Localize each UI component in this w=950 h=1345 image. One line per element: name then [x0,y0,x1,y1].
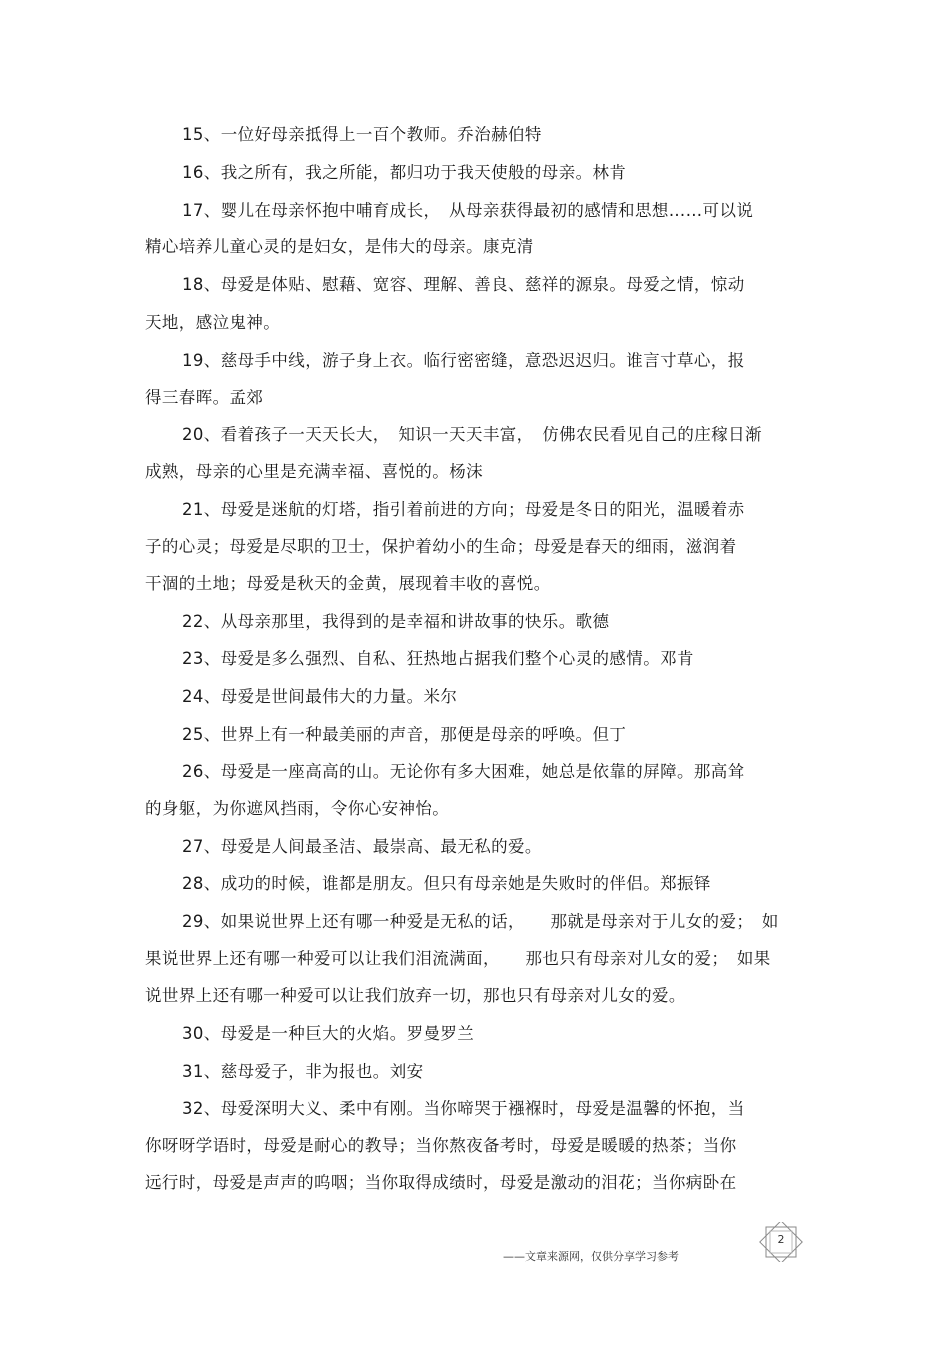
paragraph-line: 24、母爱是世间最伟大的力量。米尔 [182,687,458,706]
paragraph-line: 29、如果说世界上还有哪一种爱是无私的话， 那就是母亲对于儿女的爱； 如 [182,912,779,931]
paragraph-line: 22、从母亲那里，我得到的是幸福和讲故事的快乐。歌德 [182,612,610,631]
paragraph-line: 27、母爱是人间最圣洁、最崇高、最无私的爱。 [182,837,542,856]
footer-note: ——文章来源网，仅供分享学习参考 [503,1250,679,1263]
paragraph-line: 19、慈母手中线，游子身上衣。临行密密缝，意恐迟迟归。谁言寸草心，报 [182,351,745,370]
paragraph-line: 26、母爱是一座高高的山。无论你有多大困难，她总是依靠的屏障。那高耸 [182,762,745,781]
paragraph-line: 32、母爱深明大义、柔中有刚。当你啼哭于襁褓时，母爱是温馨的怀抱，当 [182,1099,745,1118]
paragraph-line: 25、世界上有一种最美丽的声音，那便是母亲的呼唤。但丁 [182,725,627,744]
paragraph-line: 果说世界上还有哪一种爱可以让我们泪流满面， 那也只有母亲对儿女的爱； 如果 [145,949,771,968]
page-number: 2 [777,1233,785,1246]
paragraph-line: 远行时，母爱是声声的呜咽；当你取得成绩时，母爱是激动的泪花；当你病卧在 [145,1173,737,1192]
paragraph-line: 精心培养儿童心灵的是妇女，是伟大的母亲。康克清 [145,237,534,256]
paragraph-line: 说世界上还有哪一种爱可以让我们放弃一切，那也只有母亲对儿女的爱。 [145,986,686,1005]
paragraph-line: 得三春晖。孟郊 [145,388,264,407]
paragraph-line: 天地，感泣鬼神。 [145,313,281,332]
paragraph-line: 子的心灵；母爱是尽职的卫士，保护着幼小的生命；母爱是春天的细雨，滋润着 [145,537,737,556]
paragraph-line: 28、成功的时候，谁都是朋友。但只有母亲她是失败时的伴侣。郑振铎 [182,874,711,893]
paragraph-line: 的身躯，为你遮风挡雨，令你心安神怡。 [145,799,450,818]
paragraph-line: 20、看着孩子一天天长大， 知识一天天丰富， 仿佛农民看见自己的庄稼日渐 [182,425,762,444]
paragraph-line: 17、婴儿在母亲怀抱中哺育成长， 从母亲获得最初的感情和思想……可以说 [182,201,754,220]
paragraph-line: 你呀呀学语时，母爱是耐心的教导；当你熬夜备考时，母爱是暖暖的热茶；当你 [145,1136,737,1155]
paragraph-line: 23、母爱是多么强烈、自私、狂热地占据我们整个心灵的感情。邓肯 [182,649,694,668]
paragraph-line: 15、一位好母亲抵得上一百个教师。乔治赫伯特 [182,125,542,144]
paragraph-line: 30、母爱是一种巨大的火焰。罗曼罗兰 [182,1024,475,1043]
paragraph-line: 成熟，母亲的心里是充满幸福、喜悦的。杨沫 [145,462,483,481]
paragraph-line: 干涸的土地；母爱是秋天的金黄，展现着丰收的喜悦。 [145,574,551,593]
paragraph-line: 31、慈母爱子，非为报也。刘安 [182,1062,424,1081]
paragraph-line: 18、母爱是体贴、慰藉、宽容、理解、善良、慈祥的源泉。母爱之情，惊动 [182,275,745,294]
paragraph-line: 21、母爱是迷航的灯塔，指引着前进的方向；母爱是冬日的阳光，温暖着赤 [182,500,745,519]
paragraph-line: 16、我之所有，我之所能，都归功于我天使般的母亲。林肯 [182,163,627,182]
